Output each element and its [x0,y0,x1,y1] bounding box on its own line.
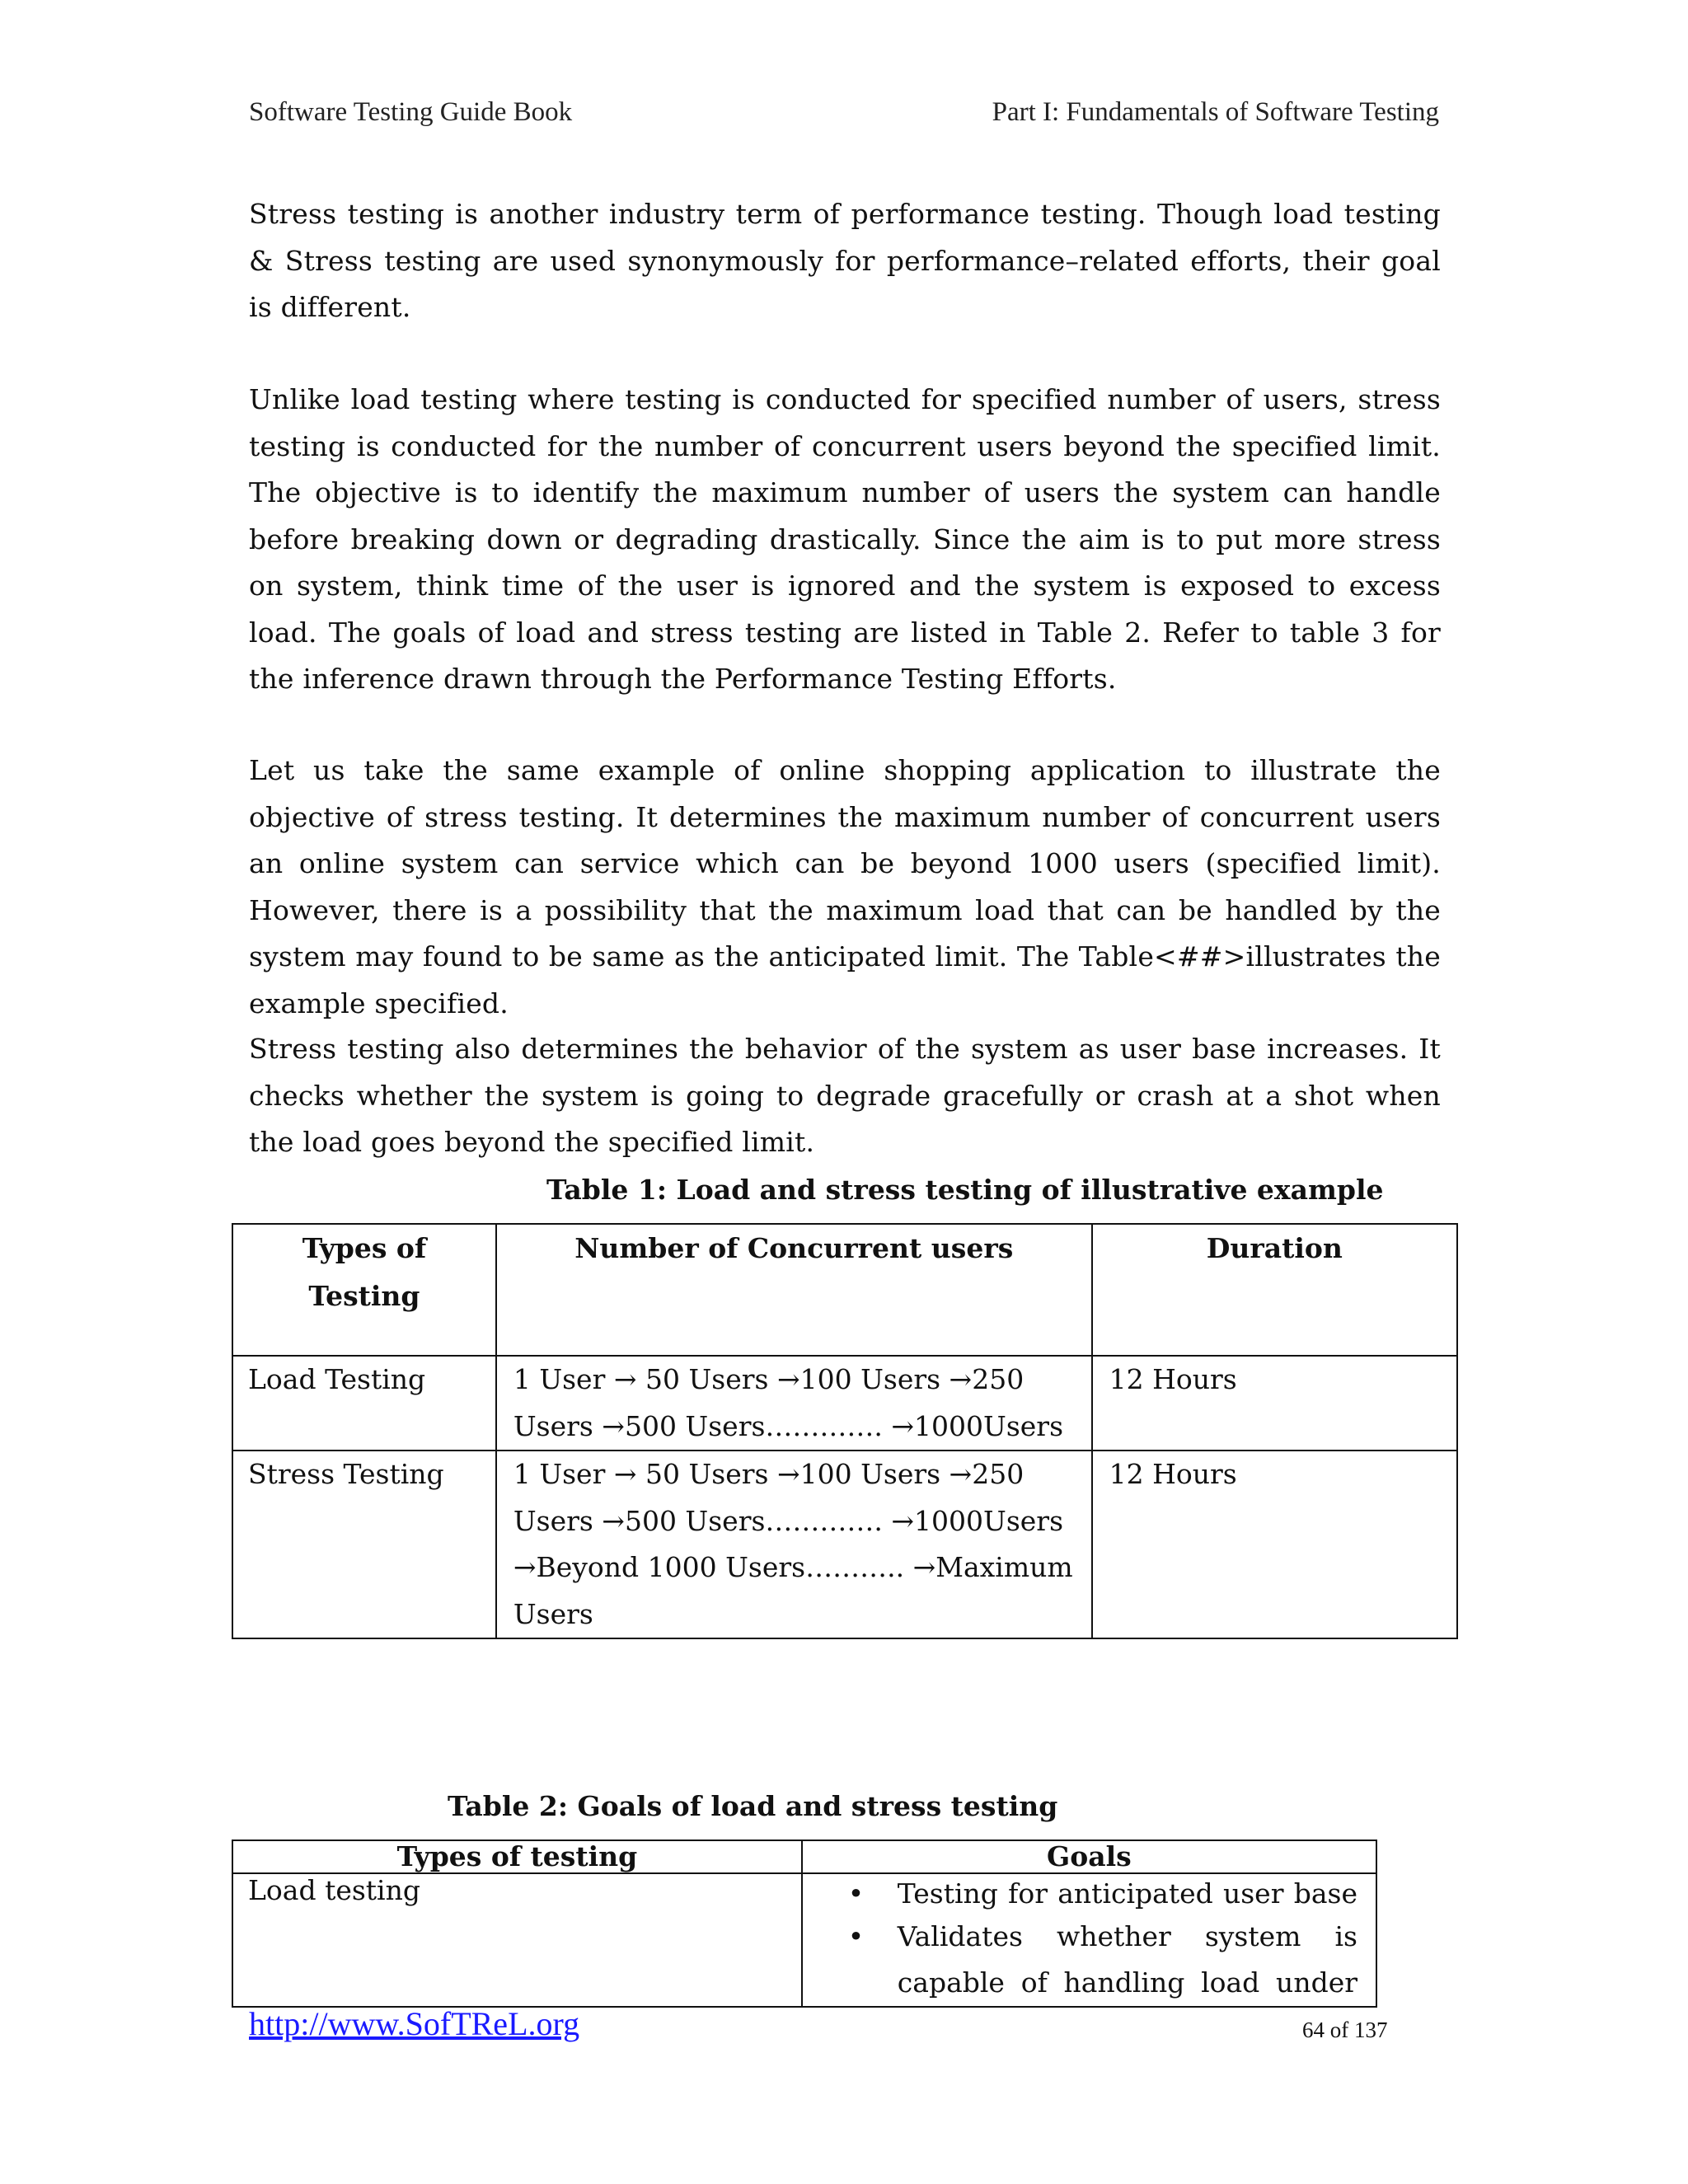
list-item: • Testing for anticipated user base [898,1874,1362,1914]
column-header: Number of Concurrent users [496,1224,1092,1356]
table-row [232,1873,1376,2007]
table1-caption: Table 1: Load and stress testing of illustrative example [546,1174,1384,1206]
column-header: Goals [802,1840,1376,1873]
table-cell: 12 Hours [1092,1356,1457,1451]
page-number: 64 of 137 [1302,2018,1388,2042]
column-header: Types of testing [232,1840,802,1873]
table-header-row [232,1224,1457,1356]
paragraph-stress-vs-load: Unlike load testing where testing is conducted for specified number of users, stress testing is conducted for the number of concurrent users beyond the specified limit. The objective is to identify the maximum number of users the system can handle before breaking down or degrading drastically. Since the aim is to put more stress on system, think time of the user is ignored and the system is exposed to excess load. The goals of load and stress testing are listed in Table 2. Refer to table 3 for the inference drawn through the Performance Testing Efforts. [249,383,1441,695]
table-cell: 1 User → 50 Users →100 Users →250 Users →500 Users…………. →1000Users [496,1356,1092,1451]
table2-caption: Table 2: Goals of load and stress testing [448,1790,1058,1822]
table-cell-goals [802,1873,1376,2007]
table-row [232,1356,1457,1451]
table-cell: Load testing [232,1873,802,2007]
paragraph-behavior: Stress testing also determines the behavior of the system as user base increases. It checks whether the system is going to degrade gracefully or crash at a shot when the load goes beyond the specified limit. [249,1033,1441,1158]
paragraph-stress-testing-intro: Stress testing is another industry term of performance testing. Though load testing & Stress testing are used synonymously for performance–related efforts, their goal is different. [249,198,1441,323]
footer-site-link[interactable]: http://www.SofTReL.org [249,2005,580,2042]
paragraph-shopping-example: Let us take the same example of online shopping application to illustrate the objective of stress testing. It determines the maximum number of concurrent users an online system can service which can be beyond 1000 users (specified limit). However, there is a possibility that the maximum load that can be handled by the system may found to be same as the anticipated limit. The Table<##>illustrates the example specified. [249,754,1441,1019]
column-header: Types of Testing [232,1224,496,1356]
table-cell: 1 User → 50 Users →100 Users →250 Users →500 Users…………. →1000Users →Beyond 1000 Users……….. →Maximum Users [496,1451,1092,1638]
running-header-left: Software Testing Guide Book [249,97,573,127]
table-cell: Load Testing [232,1356,496,1451]
table-header-row [232,1840,1376,1873]
table-cell: Stress Testing [232,1451,496,1638]
table-row [232,1451,1457,1638]
list-item: • Validates whether system is capable of handling load under [898,1914,1362,2006]
table-goals [232,1840,1377,2008]
goals-list [803,1874,1362,2006]
running-header-right: Part I: Fundamentals of Software Testing [992,97,1439,127]
table-load-stress-example [232,1223,1458,1639]
table-cell: 12 Hours [1092,1451,1457,1638]
column-header: Duration [1092,1224,1457,1356]
